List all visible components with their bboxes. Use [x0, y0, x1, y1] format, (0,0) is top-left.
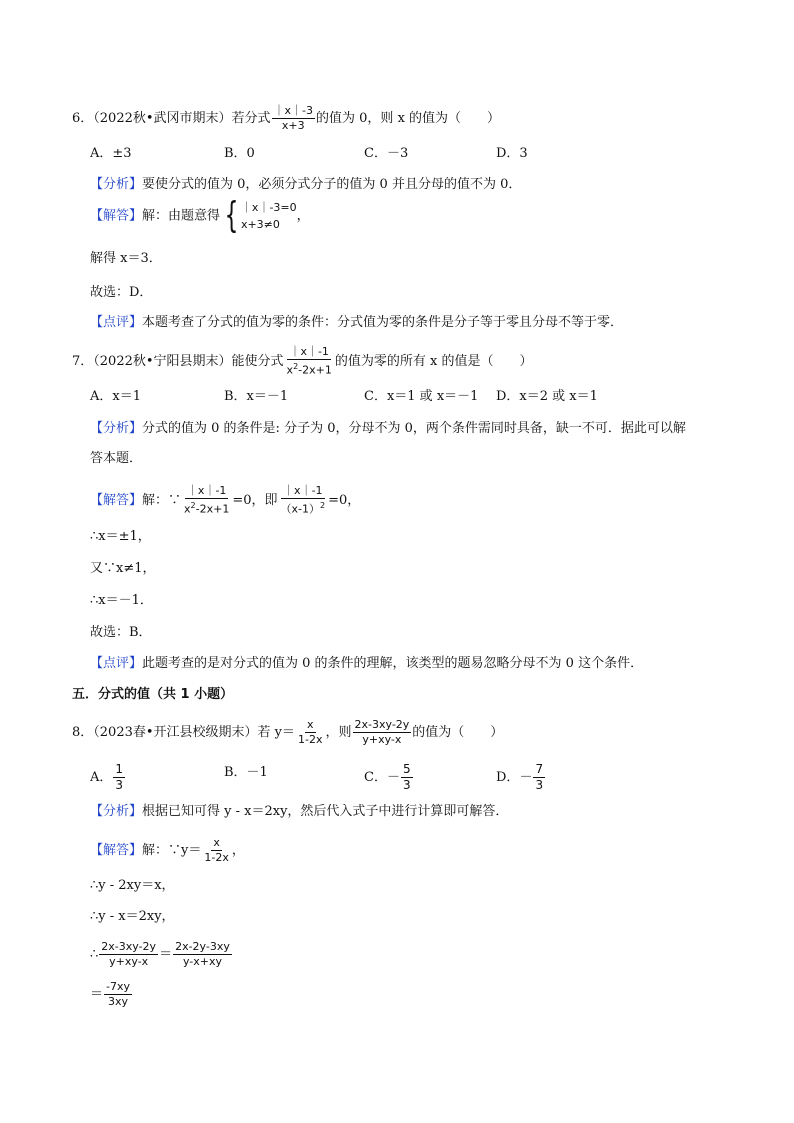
- solution-tag: 【解答】: [90, 492, 143, 508]
- q7-analysis: 【分析】分式的值为 0 的条件是: 分子为 0，分母不为 0，两个条件需同时具备，缺一不可．据此可以解: [90, 421, 686, 436]
- q7-analysis-cont: 答本题．: [90, 451, 143, 466]
- fraction: $\frac{|x|-1}{x^2-2x+1}$: [286, 345, 332, 377]
- q6-step: 解得 x＝3．: [90, 251, 162, 266]
- fraction: $\frac{|x|-1}{(x-1)^2}$: [280, 484, 326, 516]
- fraction: $\frac{2x-2y-3xy}{y-x+xy}$: [175, 940, 230, 968]
- q6-stem: 6．（2022秋•武冈市期末）若分式 $\frac{|x|-3}{x+3}$ 的值为 0，则 x 的值为（ ）: [72, 104, 501, 132]
- q6-choice: 故选：D．: [90, 285, 153, 300]
- question-source: （2022秋•武冈市期末）若分式: [93, 111, 271, 126]
- fraction: $\frac{1}{3}$: [115, 762, 124, 792]
- q6-option-a: A．±3: [90, 146, 132, 161]
- analysis-tag: 【分析】: [90, 177, 143, 192]
- q8-option-b: B．－1: [224, 765, 268, 780]
- q7-option-c: C．x＝1 或 x＝－1: [364, 389, 479, 404]
- q8-stem: 8．（2023春•开江县校级期末）若 y＝ $\frac{x}{1-2x}$ ，则 $\frac{2x-3xy-2y}{y+xy-x}$ 的值为（ ）: [72, 718, 504, 746]
- fraction: $\frac{7}{3}$: [535, 762, 544, 792]
- analysis-tag: 【分析】: [90, 421, 143, 436]
- q7-option-a: A．x＝1: [90, 389, 141, 404]
- section-heading: 五．分式的值（共 1 小题）: [72, 687, 234, 702]
- fraction: $\frac{x}{1-2x}$: [204, 836, 229, 864]
- q6-comment: 【点评】本题考查了分式的值为零的条件：分式值为零的条件是分子等于零且分母不等于零．: [90, 315, 624, 330]
- q8-option-d: D．－ $\frac{7}{3}$: [496, 762, 544, 792]
- q7-solution: 【解答】解：∵ $\frac{|x|-1}{x^2-2x+1}$ =0，即 $\frac{|x|-1}{(x-1)^2}$ =0，: [90, 484, 361, 516]
- question-number: 7．: [72, 353, 94, 369]
- q8-step: ∴y - x＝2xy，: [90, 909, 175, 924]
- fraction: $\frac{x}{1-2x}$: [298, 718, 323, 746]
- q8-step: ＝ $\frac{-7xy}{3xy}$: [90, 980, 131, 1008]
- equation-system: { ｜x｜-3=0 x+3≠0: [224, 195, 297, 236]
- question-number: 6．: [72, 111, 94, 126]
- q8-step: ∴ $\frac{2x-3xy-2y}{y+xy-x}$ ＝ $\frac{2x-2y-3xy}{y-x+xy}$: [90, 940, 230, 968]
- solution-tag: 【解答】: [90, 843, 143, 858]
- fraction: $\frac{-7xy}{3xy}$: [106, 980, 131, 1008]
- q8-solution: 【解答】解：∵y＝ $\frac{x}{1-2x}$ ，: [90, 836, 245, 864]
- analysis-tag: 【分析】: [90, 804, 143, 819]
- q8-option-a: A． $\frac{1}{3}$: [90, 762, 124, 792]
- brace-icon: {: [224, 195, 239, 236]
- q7-stem: 7．（2022秋•宁阳县期末）能使分式 $\frac{|x|-1}{x^2-2x+1}$ 的值为零的所有 x 的值是（ ）: [72, 345, 533, 377]
- fraction: $\frac{5}{3}$: [402, 762, 411, 792]
- question-source: （2022秋•宁阳县期末）能使分式: [93, 353, 284, 369]
- q7-step: ∴x＝－1．: [90, 593, 153, 608]
- q6-solution: 【解答】解：由题意得 { ｜x｜-3=0 x+3≠0 ，: [90, 195, 310, 236]
- comment-tag: 【点评】: [90, 315, 143, 330]
- fraction: $\frac{|x|-3}{x+3}$: [273, 104, 314, 132]
- q8-option-c: C．－ $\frac{5}{3}$: [364, 762, 411, 792]
- q7-option-b: B．x＝－1: [224, 389, 289, 404]
- fraction: $\frac{2x-3xy-2y}{y+xy-x}$: [354, 718, 410, 746]
- question-source: （2023春•开江县校级期末）若 y＝: [93, 725, 296, 740]
- q6-option-c: C．－3: [364, 146, 409, 161]
- fraction: $\frac{2x-3xy-2y}{y+xy-x}$: [101, 940, 157, 968]
- fraction: $\frac{|x|-1}{x^2-2x+1}$: [184, 484, 230, 516]
- q7-choice: 故选：B．: [90, 625, 152, 640]
- q8-step: ∴y - 2xy＝x，: [90, 878, 175, 893]
- q7-step: 又∵x≠1，: [90, 561, 156, 576]
- q6-option-b: B．0: [224, 146, 255, 161]
- question-number: 8．: [72, 725, 94, 740]
- q6-option-d: D．3: [496, 146, 528, 161]
- q6-analysis: 【分析】要使分式的值为 0，必须分式分子的值为 0 并且分母的值不为 0．: [90, 177, 522, 192]
- q7-comment: 【点评】此题考查的是对分式的值为 0 的条件的理解，该类型的题易忽略分母不为 0 这个条件．: [90, 656, 644, 671]
- q7-option-d: D．x＝2 或 x＝1: [496, 389, 598, 404]
- q7-step: ∴x＝±1，: [90, 529, 151, 544]
- q8-analysis: 【分析】根据已知可得 y - x＝2xy，然后代入式子中进行计算即可解答．: [90, 804, 509, 819]
- comment-tag: 【点评】: [90, 656, 143, 671]
- solution-tag: 【解答】: [90, 208, 143, 224]
